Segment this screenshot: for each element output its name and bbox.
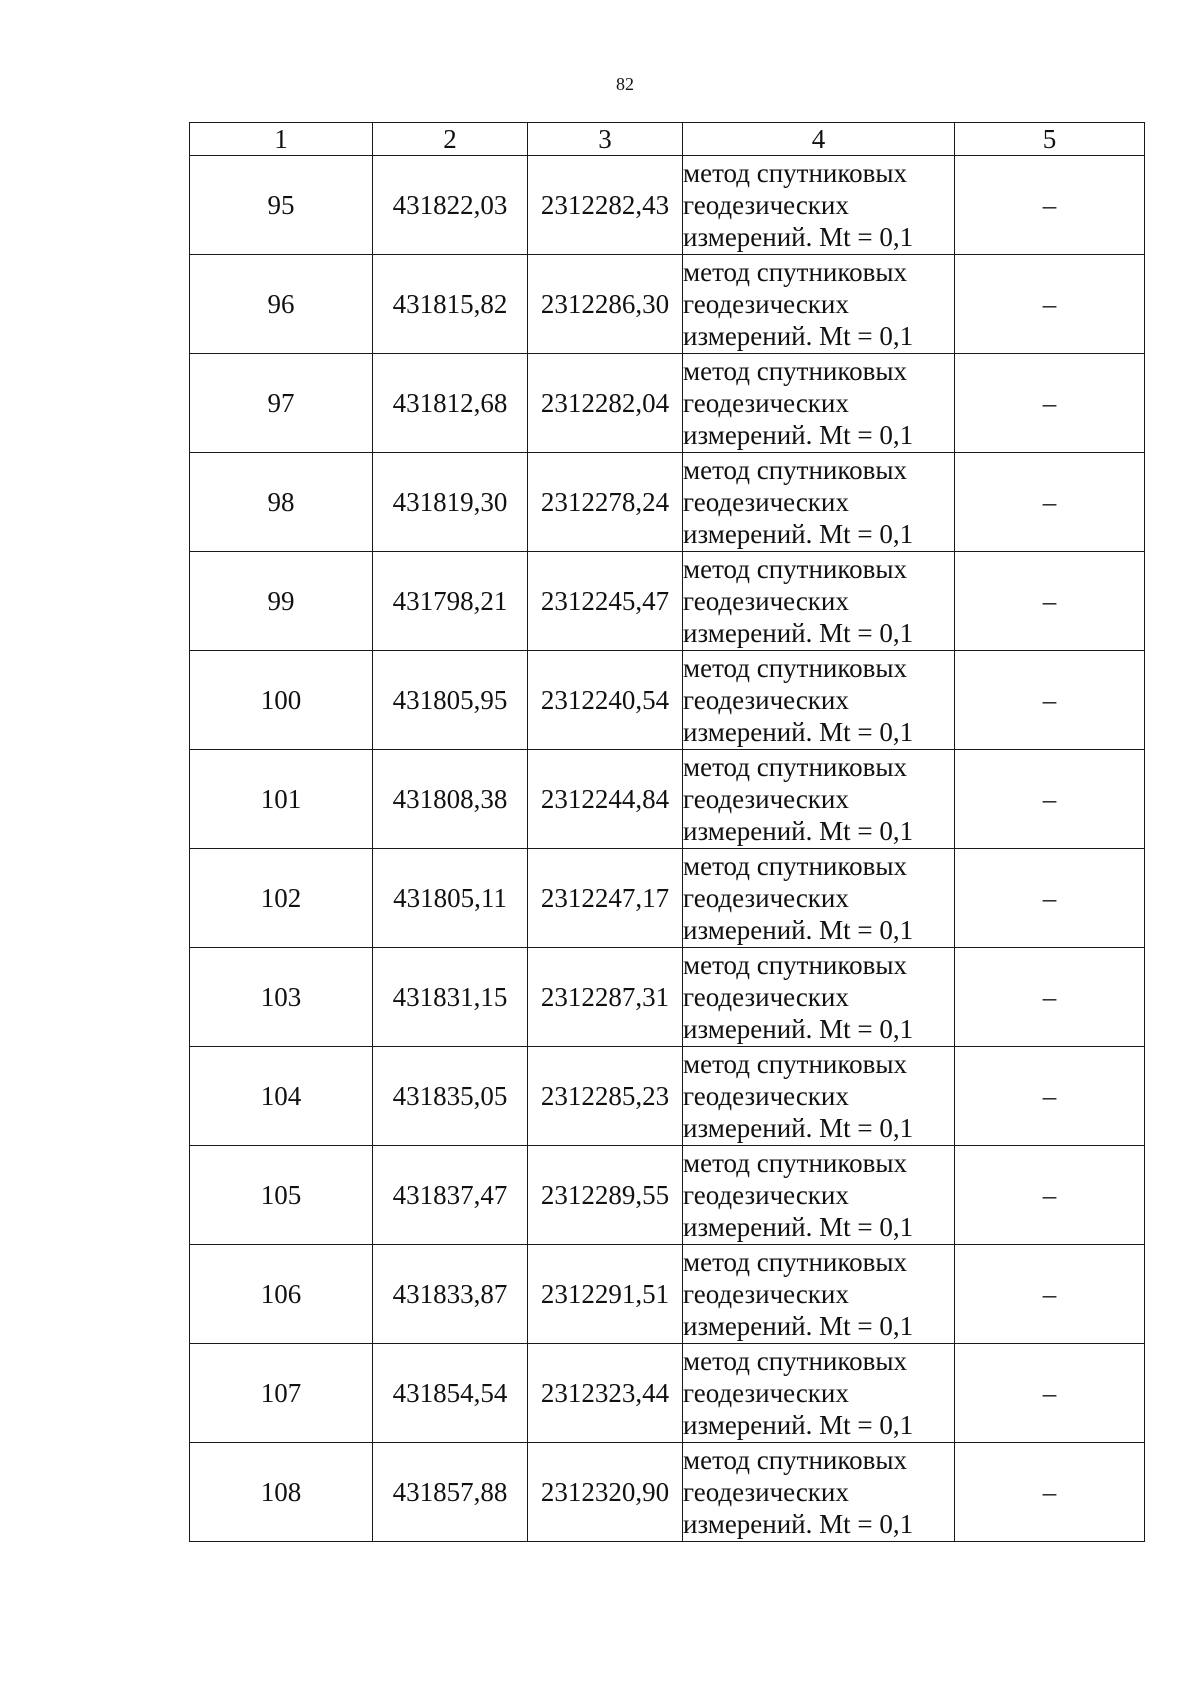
note-cell: – (955, 948, 1145, 1047)
method-line-2: геодезических (683, 1477, 849, 1507)
header-col-4: 4 (683, 123, 955, 156)
method-line-3: измерений. Mt = 0,1 (683, 1410, 914, 1440)
method-cell (683, 552, 955, 651)
header-col-2: 2 (373, 123, 528, 156)
x-coordinate-cell: 431815,82 (373, 255, 528, 354)
method-line-3: измерений. Mt = 0,1 (683, 321, 914, 351)
method-line-2: геодезических (683, 784, 849, 814)
method-line-1: метод спутниковых (683, 158, 907, 188)
header-col-1: 1 (190, 123, 373, 156)
note-cell: – (955, 552, 1145, 651)
point-cell: 97 (190, 354, 373, 453)
note-cell: – (955, 1146, 1145, 1245)
point-cell: 96 (190, 255, 373, 354)
x-coordinate-cell: 431805,11 (373, 849, 528, 948)
y-coordinate-cell: 2312278,24 (528, 453, 683, 552)
table-row (190, 552, 1145, 651)
x-coordinate-cell: 431835,05 (373, 1047, 528, 1146)
method-line-3: измерений. Mt = 0,1 (683, 717, 914, 747)
method-line-3: измерений. Mt = 0,1 (683, 420, 914, 450)
method-line-2: геодезических (683, 1378, 849, 1408)
x-coordinate-cell: 431819,30 (373, 453, 528, 552)
point-cell: 95 (190, 156, 373, 255)
method-line-1: метод спутниковых (683, 1247, 907, 1277)
table-header (190, 123, 1145, 156)
method-line-2: геодезических (683, 289, 849, 319)
coordinates-table (189, 122, 1145, 1542)
table-row (190, 849, 1145, 948)
x-coordinate-cell: 431833,87 (373, 1245, 528, 1344)
table-row (190, 1344, 1145, 1443)
header-col-3: 3 (528, 123, 683, 156)
point-cell: 99 (190, 552, 373, 651)
y-coordinate-cell: 2312320,90 (528, 1443, 683, 1542)
table-row (190, 1443, 1145, 1542)
point-cell: 102 (190, 849, 373, 948)
method-cell (683, 651, 955, 750)
method-line-3: измерений. Mt = 0,1 (683, 1014, 914, 1044)
method-cell (683, 849, 955, 948)
method-line-1: метод спутниковых (683, 950, 907, 980)
note-cell: – (955, 849, 1145, 948)
point-cell: 105 (190, 1146, 373, 1245)
method-line-2: геодезических (683, 388, 849, 418)
point-cell: 108 (190, 1443, 373, 1542)
method-line-3: измерений. Mt = 0,1 (683, 1113, 914, 1143)
method-cell (683, 1146, 955, 1245)
note-cell: – (955, 255, 1145, 354)
method-line-2: геодезических (683, 982, 849, 1012)
x-coordinate-cell: 431812,68 (373, 354, 528, 453)
method-cell (683, 1443, 955, 1542)
method-line-2: геодезических (683, 190, 849, 220)
method-line-2: геодезических (683, 685, 849, 715)
table-row (190, 948, 1145, 1047)
method-cell (683, 1245, 955, 1344)
method-line-3: измерений. Mt = 0,1 (683, 1311, 914, 1341)
note-cell: – (955, 354, 1145, 453)
y-coordinate-cell: 2312240,54 (528, 651, 683, 750)
y-coordinate-cell: 2312323,44 (528, 1344, 683, 1443)
method-line-3: измерений. Mt = 0,1 (683, 519, 914, 549)
method-cell (683, 1344, 955, 1443)
x-coordinate-cell: 431822,03 (373, 156, 528, 255)
method-line-2: геодезических (683, 586, 849, 616)
header-row (190, 123, 1145, 156)
point-cell: 103 (190, 948, 373, 1047)
point-cell: 104 (190, 1047, 373, 1146)
method-line-1: метод спутниковых (683, 752, 907, 782)
method-cell (683, 750, 955, 849)
method-line-3: измерений. Mt = 0,1 (683, 618, 914, 648)
y-coordinate-cell: 2312244,84 (528, 750, 683, 849)
table-row (190, 750, 1145, 849)
table-row (190, 1245, 1145, 1344)
note-cell: – (955, 156, 1145, 255)
page-number: 82 (616, 74, 634, 94)
table-row (190, 255, 1145, 354)
method-line-2: геодезических (683, 487, 849, 517)
method-line-1: метод спутниковых (683, 653, 907, 683)
method-line-2: геодезических (683, 1180, 849, 1210)
method-cell (683, 1047, 955, 1146)
note-cell: – (955, 651, 1145, 750)
method-line-2: геодезических (683, 1279, 849, 1309)
table-row (190, 156, 1145, 255)
method-line-1: метод спутниковых (683, 554, 907, 584)
x-coordinate-cell: 431857,88 (373, 1443, 528, 1542)
point-cell: 98 (190, 453, 373, 552)
method-line-2: геодезических (683, 883, 849, 913)
table-row (190, 1146, 1145, 1245)
method-line-1: метод спутниковых (683, 1346, 907, 1376)
x-coordinate-cell: 431798,21 (373, 552, 528, 651)
table-row (190, 1047, 1145, 1146)
y-coordinate-cell: 2312286,30 (528, 255, 683, 354)
method-cell (683, 354, 955, 453)
y-coordinate-cell: 2312282,04 (528, 354, 683, 453)
point-cell: 100 (190, 651, 373, 750)
method-line-1: метод спутниковых (683, 455, 907, 485)
method-line-2: геодезических (683, 1081, 849, 1111)
method-cell (683, 156, 955, 255)
y-coordinate-cell: 2312287,31 (528, 948, 683, 1047)
x-coordinate-cell: 431805,95 (373, 651, 528, 750)
method-line-3: измерений. Mt = 0,1 (683, 222, 914, 252)
x-coordinate-cell: 431837,47 (373, 1146, 528, 1245)
method-line-1: метод спутниковых (683, 1049, 907, 1079)
method-line-3: измерений. Mt = 0,1 (683, 1509, 914, 1539)
point-cell: 101 (190, 750, 373, 849)
note-cell: – (955, 1443, 1145, 1542)
method-line-1: метод спутниковых (683, 356, 907, 386)
method-cell (683, 453, 955, 552)
method-cell (683, 948, 955, 1047)
x-coordinate-cell: 431854,54 (373, 1344, 528, 1443)
method-line-1: метод спутниковых (683, 257, 907, 287)
method-line-1: метод спутниковых (683, 851, 907, 881)
method-line-1: метод спутниковых (683, 1445, 907, 1475)
method-line-3: измерений. Mt = 0,1 (683, 1212, 914, 1242)
table-body (190, 156, 1145, 1542)
y-coordinate-cell: 2312282,43 (528, 156, 683, 255)
point-cell: 107 (190, 1344, 373, 1443)
y-coordinate-cell: 2312285,23 (528, 1047, 683, 1146)
note-cell: – (955, 1344, 1145, 1443)
note-cell: – (955, 1047, 1145, 1146)
method-line-1: метод спутниковых (683, 1148, 907, 1178)
x-coordinate-cell: 431808,38 (373, 750, 528, 849)
y-coordinate-cell: 2312247,17 (528, 849, 683, 948)
y-coordinate-cell: 2312289,55 (528, 1146, 683, 1245)
note-cell: – (955, 1245, 1145, 1344)
table-row (190, 453, 1145, 552)
note-cell: – (955, 750, 1145, 849)
table-row (190, 354, 1145, 453)
method-line-3: измерений. Mt = 0,1 (683, 915, 914, 945)
table-row (190, 651, 1145, 750)
point-cell: 106 (190, 1245, 373, 1344)
y-coordinate-cell: 2312245,47 (528, 552, 683, 651)
note-cell: – (955, 453, 1145, 552)
x-coordinate-cell: 431831,15 (373, 948, 528, 1047)
method-cell (683, 255, 955, 354)
y-coordinate-cell: 2312291,51 (528, 1245, 683, 1344)
method-line-3: измерений. Mt = 0,1 (683, 816, 914, 846)
header-col-5: 5 (955, 123, 1145, 156)
